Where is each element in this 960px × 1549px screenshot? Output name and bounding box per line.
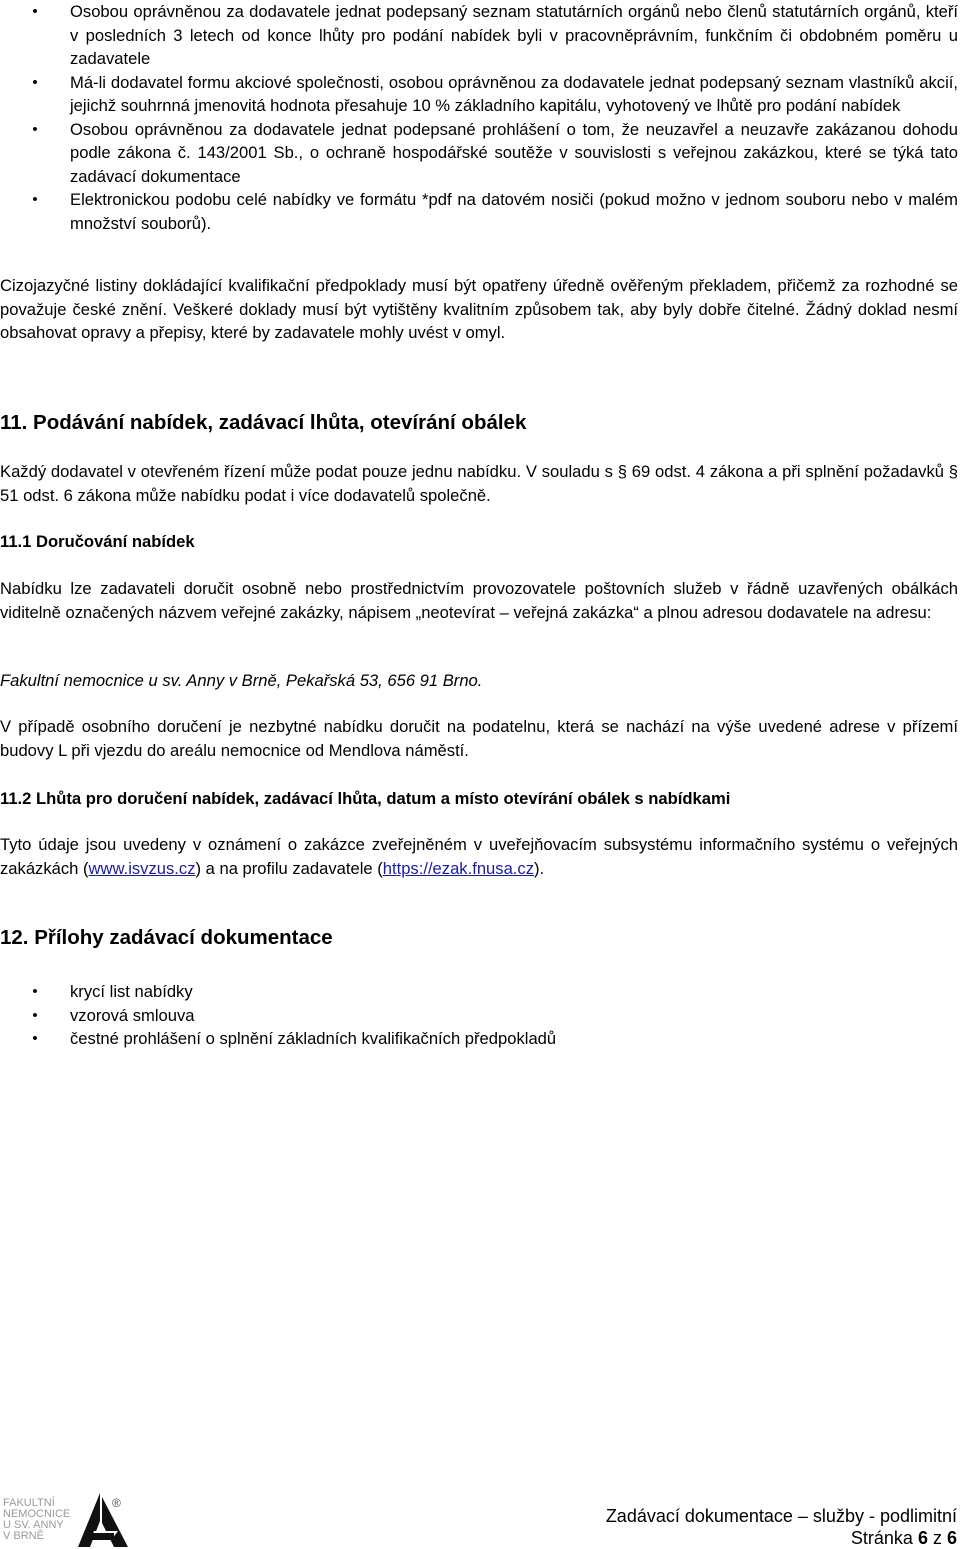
list-item-text: Má-li dodavatel formu akciové společnosti, osobou oprávněnou za dodavatele jednat podepsaný seznam vlastníků akcií, jejichž souhrnná jmenovitá hodnota přesahuje 10 % základního kapitálu, vyhotovený ve lhůtě pro podání nabídek: [70, 72, 958, 115]
bullet-icon: •: [32, 191, 38, 208]
bullet-icon: •: [32, 120, 38, 138]
hospital-logo: [0, 1493, 140, 1547]
attachment-item-text: krycí list nabídky: [70, 982, 193, 1001]
footer-doc-title: Zadávací dokumentace – služby - podlimitní: [605, 1506, 957, 1526]
attachment-item: [0, 1004, 960, 1028]
isvzus-link[interactable]: www.isvzus.cz: [88, 858, 196, 878]
page-total: 6: [946, 1528, 957, 1548]
list-item-text: Osobou oprávněnou za dodavatele jednat podepsaný seznam statutárních orgánů nebo členů statutárních orgánů, kteří v posledních 3 letech od konce lhůty pro podání nabídek byli v pracovněprávním, funkčním či obdobném poměru u zadavatele: [70, 2, 958, 68]
section-11-1-heading: 11.1 Doručování nabídek: [0, 532, 195, 551]
section-11-2-text-a: Tyto údaje jsou uvedeny v oznámení o zakázce zveřejněném v uveřejňovacím subsystému informačního systému o veřejných zakázkách (: [0, 835, 958, 878]
list-item: [0, 0, 960, 71]
section-12-heading: 12. Přílohy zadávací dokumentace: [0, 926, 333, 949]
attachment-item-text: čestné prohlášení o splnění základních kvalifikačních předpokladů: [70, 1029, 557, 1048]
attachments-list: [0, 980, 960, 1051]
list-item-text: Osobou oprávněnou za dodavatele jednat podepsané prohlášení o tom, že neuzavřel a neuzavře zakázanou dohodu podle zákona č. 143/2001 Sb., o ochraně hospodářské soutěže v souvislosti s veřejnou zakázkou, které se týká tato zadávací dokumentace: [70, 119, 958, 186]
logo-text-line: V BRNĚ: [3, 1530, 44, 1542]
footer-page-number: [851, 1527, 957, 1549]
ezak-profile-link[interactable]: https://ezak.fnusa.cz: [382, 858, 535, 878]
list-item-text: Elektronickou podobu celé nabídky ve formátu *pdf na datovém nosiči (pokud možno v jednom souboru nebo v malém množství souborů).: [70, 190, 958, 233]
bullet-icon: •: [32, 3, 38, 20]
section-11-2-text-b: ) a na profilu zadavatele (: [195, 858, 383, 878]
personal-delivery-paragraph: V případě osobního doručení je nezbytné nabídku doručit na podatelnu, která se nachází na výše uvedené adrese v přízemí budovy L při vjezdu do areálu nemocnice od Mendlova náměstí.: [0, 717, 958, 760]
bullet-icon: •: [32, 983, 38, 1000]
section-11-1-paragraph: Nabídku lze zadavateli doručit osobně nebo prostřednictvím provozovatele poštovních služeb v řádně uzavřených obálkách viditelně označených názvem veřejné zakázky, nápisem „neotevírat – veřejná zakázka“ a plnou adresou dodavatele na adresu:: [0, 579, 958, 622]
section-11-2-text-c: ).: [534, 858, 545, 878]
section-11-2-paragraph: [0, 833, 958, 880]
logo-a-mark-icon: [72, 1493, 136, 1547]
list-item: [0, 71, 960, 118]
bullet-icon: •: [32, 1006, 38, 1024]
requirements-bullet-list: [0, 0, 960, 235]
bullet-icon: •: [32, 73, 38, 91]
logo-text-line: NEMOCNICE: [3, 1508, 71, 1520]
logo-text-line: FAKULTNÍ: [3, 1497, 55, 1509]
logo-text-line: U SV. ANNY: [3, 1519, 64, 1531]
list-item: [0, 188, 960, 235]
attachment-item: [0, 1027, 960, 1051]
page-mid: z: [927, 1528, 947, 1548]
section-11-heading: 11. Podávání nabídek, zadávací lhůta, otevírání obálek: [0, 411, 527, 434]
attachment-item-text: vzorová smlouva: [70, 1005, 195, 1025]
list-item: [0, 118, 960, 189]
delivery-address: Fakultní nemocnice u sv. Anny v Brně, Pekařská 53, 656 91 Brno.: [0, 671, 483, 690]
bullet-icon: •: [32, 1030, 38, 1047]
attachment-item: [0, 980, 960, 1004]
section-11-2-heading: 11.2 Lhůta pro doručení nabídek, zadávací lhůta, datum a místo otevírání obálek s nabídkami: [0, 789, 731, 808]
page-current: 6: [917, 1528, 928, 1548]
section-11-intro: Každý dodavatel v otevřeném řízení může podat pouze jednu nabídku. V souladu s § 69 odst. 4 zákona a při splnění požadavků § 51 odst. 6 zákona může nabídku podat i více dodavatelů společně.: [0, 462, 958, 505]
foreign-documents-paragraph: Cizojazyčné listiny dokládající kvalifikační předpoklady musí být opatřeny úředně ověřeným překladem, přičemž za rozhodné se považuje české znění. Veškeré doklady musí být vytištěny kvalitním způsobem tak, aby byly dobře čitelné. Žádný doklad nesmí obsahovat opravy a přepisy, které by zadavatele mohly uvést v omyl.: [0, 276, 958, 342]
registered-mark: ®: [112, 1496, 121, 1510]
page-prefix: Stránka: [850, 1528, 918, 1548]
